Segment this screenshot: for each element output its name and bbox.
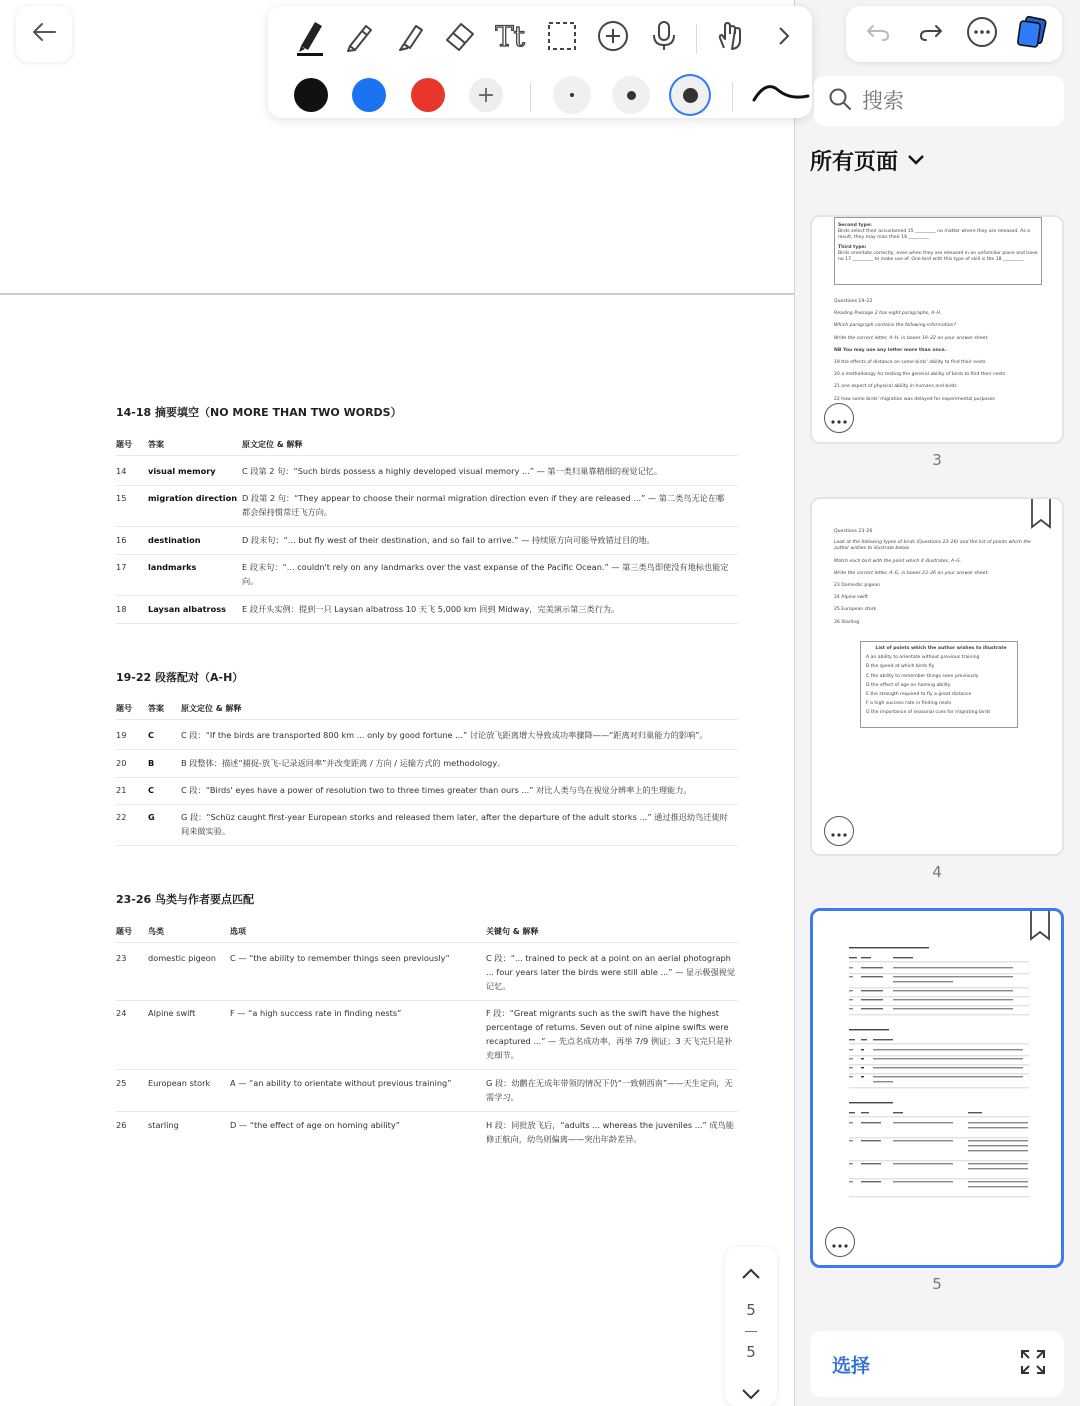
thumb-preview-line [849,957,857,958]
table-header: 原文定位 & 解释 [242,440,303,449]
question-number: 25 [116,1078,127,1088]
thumb-preview-line [893,976,1013,977]
thumb-text: Second type: Birds select their accustomed 15 _________ no matter where they are released. As a result, they may miss their 16 _________ Third type: Birds orientate correctly, even when they are released in an unfamiliar place and have no 17 _________ to make use of. One bird with this type of skill is the 18 _________ [838,223,1038,263]
hand-pointer-icon [714,20,746,56]
thumb-preview-line [849,1029,889,1030]
thumb-preview-line [849,1049,853,1050]
thumb-preview-line [893,990,1013,991]
thumb-preview-line [849,996,1029,997]
text-tool-button[interactable] [490,16,534,60]
thumb-preview-line [893,1163,953,1164]
thumb-more-button[interactable] [825,1227,855,1257]
plus-circle-icon [597,20,629,56]
table-row [116,951,738,1001]
thumb-preview-line [873,1058,1023,1059]
thumb-preview-line [893,1008,1013,1009]
question-number: 19 [116,730,127,740]
thumb-preview-line [893,1181,953,1182]
plus-icon: + [476,82,496,108]
answer: Laysan albatross [148,604,226,614]
thumb-preview-line [893,981,953,982]
chevron-up-icon [741,1265,761,1284]
question-number: 23 [116,953,127,963]
touch-draw-button[interactable] [708,16,752,60]
thumb-preview-line [968,1112,982,1113]
thumb-preview-line [849,1039,855,1040]
explanation: E 段开头实例：提到一只 Laysan albatross 10 天飞 5,000 km 回到 Midway，完美演示第三类行为。 [242,604,620,614]
explanation: G 段：“Schüz caught first-year European storks and released them later, after the departure of the adult storks ...” 通过推迟幼鸟迁徙时间来做实验。 [181,812,728,836]
thumb-preview-line [849,1008,853,1009]
explanation: E 段末句：“... couldn't rely on any landmarks over the vast expanse of the Pacific Ocean.” — 第三类鸟即使没有地标也能定向。 [242,562,729,586]
thumb-preview-line [873,1039,893,1040]
bird-type: domestic pigeon [148,953,216,963]
thumb-preview-line [849,1137,1029,1138]
more-dots-icon [831,409,847,428]
color-black-swatch[interactable] [294,78,328,112]
all-pages-label: 所有页面 [810,150,899,175]
table-row [116,602,738,624]
question-number: 24 [116,1008,127,1018]
thumb-more-button[interactable] [824,816,854,846]
thumb-preview-line [849,1076,853,1077]
search-icon [828,87,852,115]
table-header: 答案 [148,440,164,449]
chevron-down-icon [906,148,926,173]
thumb-preview-line [893,1112,903,1113]
thumb-preview-line [968,1140,1028,1141]
stroke-width-small[interactable] [553,76,591,114]
thumb-preview-line [849,1064,1029,1065]
explanation: C 段：“... trained to peck at a point on an aerial photograph ... four years later the birds were still able ...” — 显示极强视觉记忆。 [486,953,736,991]
thumb-preview-line [849,1087,1029,1088]
toolbar-separator [530,82,531,112]
thumb-preview-line [849,990,853,991]
thumb-preview-line [861,976,883,977]
answer: G [148,812,155,822]
all-pages-dropdown[interactable] [810,145,926,176]
more-options-button[interactable] [960,12,1004,56]
bird-type: European stork [148,1078,211,1088]
color-red-swatch[interactable] [411,78,445,112]
table-row [116,756,738,778]
answer: B [148,758,155,768]
thumb-preview-line [849,1122,853,1123]
question-number: 22 [116,812,127,822]
thumb-preview-line [861,999,883,1000]
thumb-preview-line [861,1049,864,1050]
answer: migration direction [148,493,238,503]
thumb-preview-line [849,1014,1029,1015]
table-row [116,1118,738,1154]
thumb-preview-line [849,1116,1029,1117]
option: F — “a high success rate in finding nests” [230,1008,402,1018]
question-number: 17 [116,562,127,572]
table-row [116,783,738,805]
thumb-preview-line [849,1140,853,1141]
explanation: C 段：“If the birds are transported 800 km ... only by good fortune ...” 讨论放飞距离增大导致成功率骤降——“距离对归巢能力的影响”。 [181,730,708,740]
thumb-preview-line [893,999,1013,1000]
thumb-preview-line [861,957,871,958]
table-header: 题号 [116,704,132,713]
section-title: 14-18 摘要填空（NO MORE THAN TWO WORDS） [116,406,402,419]
thumb-preview-line [849,999,853,1000]
add-element-button[interactable] [591,16,635,60]
thumb-preview-line [861,1140,881,1141]
thumb-preview-line [861,1058,864,1059]
question-number: 26 [116,1120,127,1130]
expand-icon[interactable] [1018,1347,1048,1381]
prev-page-button[interactable] [741,1265,761,1284]
explanation: F 段：“Great migrants such as the swift have the highest percentage of returns. Seven out of nine alpine swifts were recaptured ...” — 先点名成功率，再举 7/9 例证；3 天飞完只是补充细节。 [486,1008,733,1060]
question-number: 14 [116,466,127,476]
thumb-preview-line [861,1163,881,1164]
current-page-number: 5 [746,1301,756,1319]
thumb-preview-line [873,1076,1023,1077]
thumb-preview-line [968,1145,1028,1146]
page-separator [0,293,794,295]
add-color-button[interactable] [469,78,503,112]
toolbar-more-button[interactable] [762,16,806,60]
section-title: 19-22 段落配对（A-H） [116,671,244,684]
thumb-page-number: 3 [932,451,942,469]
table-header: 题号 [116,927,132,936]
thumb-preview-line [968,1186,1028,1187]
thumb-preview-line [849,1196,1029,1197]
thumb-preview-line [861,967,883,968]
table-row [116,1076,738,1112]
total-page-number: 5 [746,1343,756,1361]
undo-icon [865,22,891,46]
sidebar-divider [794,0,795,1406]
bird-type: Alpine swift [148,1008,196,1018]
option: C — “the ability to remember things seen previously” [230,953,450,963]
wave-line-icon [752,97,810,116]
microphone-icon [651,20,677,56]
thumb-preview-line [849,947,929,948]
more-dots-icon [831,822,847,841]
pages-stack-icon [1015,15,1049,53]
answer: landmarks [148,562,197,572]
redo-icon [918,22,944,46]
thumb-page-preview [813,941,1061,1201]
thumb-preview-line [849,1102,893,1103]
thumb-preview-line [873,1067,1023,1068]
svg-text:Tt: Tt [495,21,525,51]
table-row [116,491,738,527]
toolbar-separator [732,82,733,112]
undo-button[interactable] [856,12,900,56]
select-bar [810,1331,1064,1397]
bookmark-icon[interactable] [1030,499,1052,529]
table-header: 选项 [230,927,246,936]
thumb-preview-line [968,1150,1028,1151]
search-input[interactable] [862,89,1042,113]
drawing-toolbar [268,6,812,118]
thumb-preview-line [861,1122,881,1123]
answer: C [148,730,155,740]
arrow-left-icon [31,22,57,46]
pencil-tool-button[interactable] [338,16,382,60]
table-rule [116,455,738,456]
lasso-tool-button[interactable] [540,16,584,60]
table-row [116,533,738,555]
thumb-preview-line [849,976,853,977]
thumb-preview-line [849,1067,853,1068]
chevron-right-icon [777,25,791,51]
thumb-text: Questions 19–22 Reading Passage 2 has eight paragraphs, A–H. Which paragraph contains the following information? Write the correct letter, A–H, in boxes 19–22 on your answer sheet. NB You may use any letter more than once. 19 the effects of distance on some birds' ability to find their nests 20 a methodology for testing the general ability of birds to find their nests 21 one aspect of physical ability in humans and birds 22 how some birds' migration was delayed for experimental purposes [834,299,1006,402]
table-header: 题号 [116,440,132,449]
thumb-preview-line [861,1181,881,1182]
stroke-width-medium[interactable] [612,76,650,114]
table-rule [116,719,738,720]
thumb-preview-line [849,1112,855,1113]
highlighter-tool-button[interactable] [388,16,432,60]
eraser-tool-button[interactable] [438,16,482,60]
stroke-style-button[interactable] [752,78,810,116]
more-dots-icon [832,1233,848,1252]
table-rule [116,942,738,943]
thumb-preview-line [849,1043,1029,1044]
answer: C [148,785,155,795]
select-button[interactable]: 选择 [832,1354,871,1377]
lasso-select-icon [546,20,578,56]
page-thumbnail-4[interactable] [810,497,1064,856]
page-navigator [725,1247,777,1406]
page-thumbnail-5[interactable] [810,908,1064,1268]
thumb-preview-line [849,1073,1029,1074]
thumb-preview-line [849,1005,1029,1006]
thumb-preview-line [849,1058,853,1059]
thumb-page-number: 5 [932,1275,942,1293]
more-dots-circle-icon [966,16,998,52]
answer: destination [148,535,201,545]
thumb-preview-line [849,1163,853,1164]
question-number: 21 [116,785,127,795]
microphone-button[interactable] [642,16,686,60]
search-bar[interactable] [814,76,1064,126]
thumb-page-number: 4 [932,863,942,881]
pager-divider [745,1331,757,1332]
thumb-preview-line [861,1008,883,1009]
thumb-preview-line [893,967,1013,968]
explanation: D 段第 2 句：“They appear to choose their normal migration direction even if they are released ...” — 第二类鸟无论在哪都会保持惯常迁飞方向。 [242,493,725,517]
explanation: G 段：幼鹳在无成年带领的情况下仍“一致朝西南”——天生定向，无需学习。 [486,1078,733,1102]
pen-tool-button[interactable] [288,16,332,60]
color-blue-swatch[interactable] [352,78,386,112]
option: D — “the effect of age on homing ability” [230,1120,400,1130]
thumb-more-button[interactable] [824,403,854,433]
thumb-preview-line [849,961,1029,962]
question-number: 18 [116,604,127,614]
bird-type: starling [148,1120,179,1130]
table-row [116,560,738,596]
thumb-preview-line [968,1127,1028,1128]
section-title: 23-26 鸟类与作者要点匹配 [116,893,255,906]
table-header: 关键句 & 解释 [486,927,539,936]
redo-button[interactable] [909,12,953,56]
table-row [116,1006,738,1070]
explanation: C 段第 2 句：“Such birds possess a highly developed visual memory ...” — 第一类归巢靠精细的视觉记忆。 [242,466,663,476]
table-header: 鸟类 [148,927,164,936]
pen-icon [293,16,327,60]
thumb-preview-line [893,957,913,958]
thumb-preview-line [893,1122,953,1123]
thumb-preview-line [861,1112,869,1113]
history-toolbar [846,6,1062,62]
thumb-preview-line [861,990,883,991]
option: A — “an ability to orientate without previous training” [230,1078,452,1088]
question-number: 16 [116,535,127,545]
table-row [116,728,738,750]
thumb-preview-line [968,1163,1028,1164]
chevron-down-icon [741,1385,761,1404]
eraser-icon [443,20,477,56]
thumb-preview-line [849,1181,853,1182]
page-layers-button[interactable] [1010,12,1054,56]
thumb-preview-line [849,987,1029,988]
table-row [116,810,738,846]
thumb-preview-line [968,1168,1028,1169]
bookmark-icon[interactable] [1029,911,1051,941]
explanation: B 段整体：描述“捕捉-放飞-记录返回率”并改变距离 / 方向 / 运输方式的 methodology。 [181,758,506,768]
table-header: 答案 [148,704,164,713]
question-number: 15 [116,493,127,503]
highlighter-icon [394,20,426,56]
toolbar-separator [696,24,697,54]
thumb-preview-line [968,1122,1028,1123]
explanation: D 段末句：“... but fly west of their destination, and so fail to arrive.” — 持续原方向可能导致错过目的地。 [242,535,655,545]
explanation: C 段：“Birds' eyes have a power of resolution two to three times greater than ours ...” 对比人类与鸟在视觉分辨率上的生理能力。 [181,785,692,795]
thumb-text: Questions 23–26 Look at the following types of birds (Questions 23–26) and the list of points which the author wishes to illustrate below. Match each bird with the point which it illustrates, A–G. Write the correct letter, A–G, in boxes 23–26 on your answer sheet. 23 Domestic pigeon 24 Alpine swift 25 European stork 26 Starling [834,529,1031,625]
explanation: H 段：同批放飞后，“adults ... whereas the juveniles ...” 成鸟能修正航向，幼鸟则偏离——突出年龄差异。 [486,1120,734,1144]
thumb-text: List of points which the author wishes to illustrate A an ability to orientate without previous training B the speed at which birds fly C the ability to remember things seen previously D the effect of age on homing ability E the strength required to fly a great distance F a high success rate in finding nests G the importance of seasonal cues for migrating birds [866,646,1007,716]
page-thumbnail-3[interactable] [810,215,1064,444]
question-number: 20 [116,758,127,768]
back-button[interactable] [16,6,72,62]
thumb-preview-line [849,967,853,968]
thumb-preview-line [893,1140,953,1141]
text-icon [495,21,529,55]
thumb-preview-line [861,1076,864,1077]
table-header: 原文定位 & 解释 [181,704,242,713]
answer: visual memory [148,466,216,476]
thumb-preview-line [873,1081,893,1082]
thumb-preview-line [873,1049,1023,1050]
next-page-button[interactable] [741,1385,761,1404]
thumb-preview-line [849,1178,1029,1179]
thumb-preview-line [861,1039,867,1040]
thumb-preview-line [849,973,1029,974]
thumb-preview-line [849,1055,1029,1056]
pencil-icon [344,20,376,56]
stroke-width-large[interactable] [671,76,709,114]
thumb-preview-line [861,1067,864,1068]
thumb-preview-line [849,1160,1029,1161]
table-row [116,464,738,486]
thumb-preview-line [968,1181,1028,1182]
